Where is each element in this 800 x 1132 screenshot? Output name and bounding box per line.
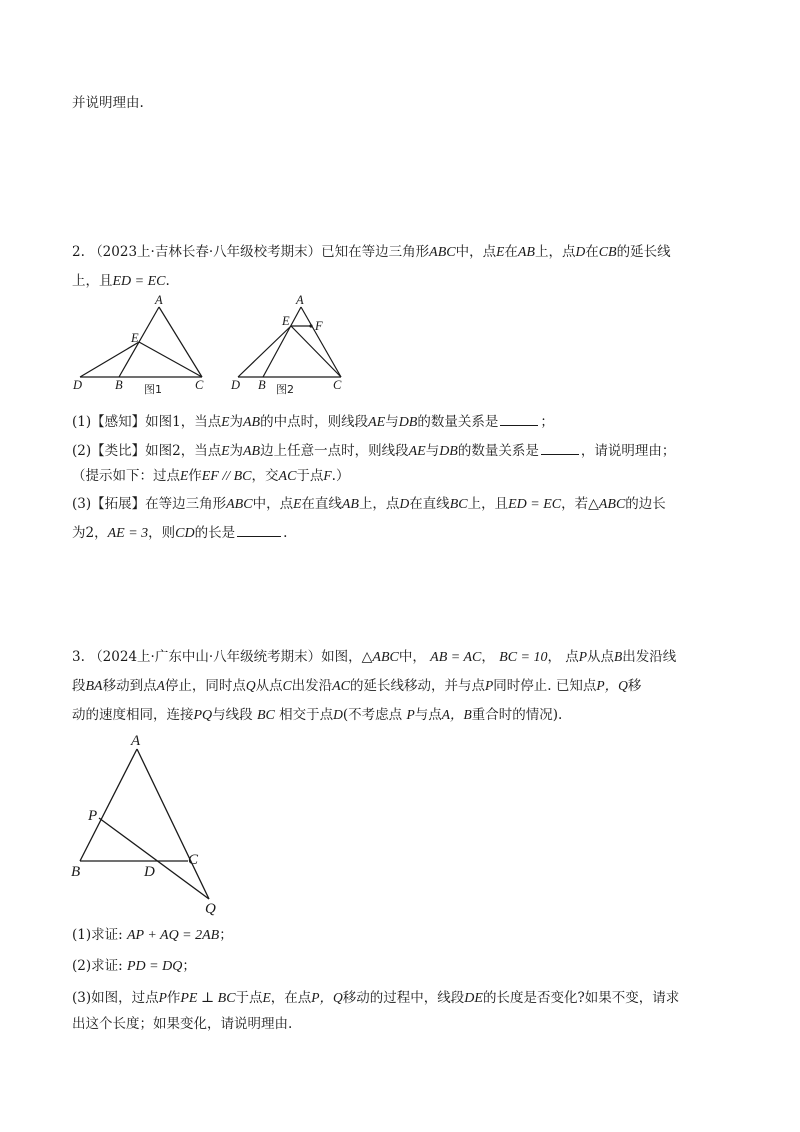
q2-text: 在 [585, 244, 599, 260]
fig1-seg-AC [159, 307, 202, 377]
q2-p1-math: DB [398, 415, 418, 430]
q2-hint-math: E [180, 468, 189, 483]
q3-source: （2024上·广东中山·八年级统考期末） [89, 649, 322, 665]
q2-p3-math: BC [449, 497, 468, 512]
q2-p3-text: 上，点 [358, 496, 400, 512]
q2-p3-text: 为2， [72, 525, 108, 541]
q3-p2-text: (2)求证: [72, 958, 123, 974]
q3-math: P，Q [596, 678, 628, 693]
q2-p2-math: AB [242, 444, 261, 459]
fig1-label-E: E [131, 331, 139, 345]
q3-label-D: D [144, 864, 155, 880]
q3-number: 3. [72, 649, 85, 665]
q2-hint-math: AC [278, 469, 297, 484]
q2-hint-math: EF // BC [201, 469, 252, 484]
top-text: 并说明理由. [72, 95, 144, 111]
q3-math: AC [332, 679, 351, 694]
q3-text: 相交于点 [279, 707, 334, 723]
q2-p1-math: AB [242, 415, 261, 430]
q2-part-3-line-1 [72, 494, 800, 515]
q3-p3-text: ，在点 [270, 990, 312, 1006]
q3-fig-labels [71, 733, 216, 917]
q2-p2-answer-blank[interactable] [541, 442, 579, 455]
q2-math: AB [517, 245, 535, 260]
q3-p3-text: 的长度是否变化?如果不变，请求 [482, 990, 680, 1006]
q2-hint-text: ，交 [251, 468, 279, 484]
q3-p3-text: 出这个长度；如果变化，请说明理由. [72, 1016, 293, 1032]
q3-math: BC = 10 [499, 650, 548, 665]
q2-source: （2023上·吉林长春·八年级校考期末） [89, 244, 322, 260]
q2-hint-text: .） [331, 468, 350, 484]
q2-p1-text: 为 [229, 414, 243, 430]
q2-text: . [165, 273, 170, 289]
q3-math: BA [85, 679, 103, 694]
q2-math: ABC [429, 245, 456, 260]
q2-p2-text: 与 [425, 443, 440, 459]
fig2-label-B: B [258, 378, 266, 392]
q2-p1-math: AE [368, 415, 386, 430]
q2-p2-text: 为 [229, 443, 243, 459]
q3-label-Q: Q [205, 901, 216, 917]
q3-text: 同时停止. 已知点 [493, 678, 597, 694]
q3-p1-text: (1)求证: [72, 927, 123, 943]
q2-p3-math: D [399, 496, 410, 511]
q3-p2-text: ； [182, 958, 196, 974]
q3-p3-math: E [262, 990, 271, 1005]
q3-text: 移 [627, 678, 642, 694]
q3-math: △ABC [361, 650, 399, 665]
q3-stem-line-2 [72, 676, 800, 697]
q3-p2-math: PD = DQ [126, 959, 183, 974]
q3-math: B [614, 649, 623, 664]
q2-p3-math: CD [175, 526, 195, 541]
q2-part-2 [72, 441, 800, 462]
q2-p1-text: 与 [385, 414, 399, 430]
fig2-label-F: F [315, 319, 323, 333]
q3-seg-AB [80, 749, 137, 861]
q2-math: ED = EC [112, 274, 166, 289]
q3-p3-text: 作 [166, 990, 181, 1006]
q3-text: 出发沿 [291, 678, 333, 694]
q3-figure [71, 733, 216, 917]
q2-p1-text: 的中点时，则线段 [260, 414, 369, 430]
q2-p3-text: 上，且 [467, 496, 509, 512]
q3-text: ， 点 [547, 649, 579, 665]
q2-p2-text: 的数量关系是 [457, 443, 539, 459]
q2-p3-math: AB [341, 497, 359, 512]
fig2-label-D: D [231, 378, 241, 392]
q3-text: 停止，同时点 [164, 678, 246, 694]
q2-text: 在 [504, 244, 518, 260]
q2-p3-math: △ABC [588, 497, 626, 512]
q2-p3-text: 在直线 [301, 496, 342, 512]
q3-math: BC [256, 708, 275, 723]
q2-p3-text: 在直线 [409, 496, 450, 512]
q3-text: 段 [72, 678, 86, 694]
q3-text: 动的速度相同，连接 [72, 707, 194, 723]
q3-text: 重合时的情况). [471, 707, 563, 723]
q3-p1-math: AP + AQ = 2AB [126, 928, 220, 943]
q3-p3-math: P [158, 990, 167, 1005]
q2-p3-text: 的长是 [194, 525, 236, 541]
fig1-label-D: D [73, 378, 83, 392]
q3-part-3-line-1 [72, 988, 800, 1009]
q2-math: D [575, 244, 586, 259]
q2-p3-answer-blank[interactable] [237, 524, 281, 537]
fig2-point-F [309, 324, 312, 327]
q2-p3-text: (3)【拓展】在等边三角形 [72, 496, 227, 512]
q2-p1-answer-blank[interactable] [500, 413, 538, 426]
q3-text: 的延长线移动，并与点 [350, 678, 486, 694]
fig2-label-E: E [282, 314, 290, 328]
q2-text: 的延长线 [616, 244, 671, 260]
fig1-label-B: B [115, 378, 123, 392]
q2-math: E [496, 244, 505, 259]
fig2-seg-DE [238, 326, 291, 377]
q3-math: D [333, 707, 343, 722]
fig1-label-C: C [195, 378, 204, 392]
q2-hint-text: （提示如下：过点 [72, 468, 180, 484]
fig1-lines [80, 307, 202, 377]
q2-p1-text: 的数量关系是 [417, 414, 499, 430]
q3-math: AB = AC [430, 650, 482, 665]
q3-text: 中， [398, 649, 426, 665]
q3-text: 出发沿线 [622, 649, 677, 665]
q2-p2-math: E [221, 443, 230, 458]
q2-hint [72, 466, 800, 487]
q3-math: A，B [441, 707, 472, 722]
q3-p1-text: ； [219, 927, 233, 943]
fig2-label-C: C [333, 378, 342, 392]
q2-p3-math: ED = EC [508, 497, 562, 512]
q2-p1-text: (1)【感知】如图1，当点 [72, 414, 222, 430]
q3-p3-text: (3)如图，过点 [72, 990, 159, 1006]
fig1-label-A: A [155, 293, 163, 307]
q2-text: 上，点 [534, 244, 576, 260]
q2-hint-text: 作 [188, 468, 202, 484]
q2-p2-text: ，请说明理由； [580, 443, 676, 459]
q3-part-1 [72, 925, 800, 946]
q3-text: 移动到点 [102, 678, 157, 694]
q2-text: 中，点 [455, 244, 497, 260]
q3-p3-math: PE ⊥ BC [180, 991, 236, 1006]
q3-text: 如图， [321, 649, 362, 665]
q3-p3-text: 于点 [235, 990, 263, 1006]
q3-math: Q [245, 678, 256, 693]
q2-hint-math: F [323, 468, 332, 483]
q3-text: 从点 [587, 649, 615, 665]
q3-math: P [406, 707, 415, 722]
q3-label-B: B [71, 864, 81, 880]
fig2-caption: 图2 [276, 383, 294, 396]
q3-text: 从点 [255, 678, 283, 694]
q3-text: (不考虑点 [342, 707, 403, 723]
q2-p3-math: AE = 3 [107, 526, 149, 541]
q2-p1-text: ； [540, 414, 554, 430]
fig1-seg-EC [139, 342, 202, 377]
q2-p2-math: AE [408, 444, 426, 459]
q3-label-P: P [88, 808, 98, 824]
q2-part-1 [72, 412, 800, 433]
q2-p2-text: 边上任意一点时，则线段 [260, 443, 409, 459]
q2-text: 上，且 [72, 273, 113, 289]
q2-number: 2. [72, 244, 85, 260]
q3-math: PQ [193, 708, 213, 723]
q3-math: P [485, 678, 494, 693]
q3-p3-math: DE [464, 991, 483, 1006]
q3-p3-text: 移动的过程中，线段 [342, 990, 465, 1006]
q3-part-3-line-2 [72, 1014, 800, 1034]
q2-text: 已知在等边三角形 [321, 244, 430, 260]
q2-p3-text: 的边长 [625, 496, 666, 512]
q3-text: 与线段 [212, 707, 253, 723]
q2-hint-text: 于点 [296, 468, 324, 484]
q2-p3-math: ABC [226, 497, 253, 512]
q2-p3-text: ，若 [561, 496, 589, 512]
q2-part-3-line-2 [72, 523, 800, 544]
q3-text: 与点 [414, 707, 442, 723]
q3-math: P [578, 649, 588, 664]
q3-part-2 [72, 956, 800, 977]
q2-p3-text: ，则 [148, 525, 176, 541]
q2-p3-math: E [293, 496, 302, 511]
q3-text: ， [481, 649, 495, 665]
fig1-caption: 图1 [144, 383, 162, 396]
q3-math: A [156, 678, 165, 693]
q3-label-C: C [188, 852, 199, 868]
q3-label-A: A [131, 733, 141, 749]
fig2-label-A: A [296, 293, 304, 307]
q2-p1-math: E [221, 414, 230, 429]
q2-p3-text: . [283, 525, 288, 541]
q2-p3-text: 中，点 [252, 496, 294, 512]
fig1-seg-DE [80, 342, 139, 377]
q3-p3-math: P，Q [311, 990, 343, 1005]
q2-math: CB [598, 245, 617, 260]
q3-stem-line-1 [72, 647, 800, 668]
q3-math: C [282, 678, 292, 693]
q2-p2-text: (2)【类比】如图2，当点 [72, 443, 222, 459]
q3-stem-line-3 [72, 705, 800, 726]
q2-p2-math: DB [439, 444, 458, 459]
